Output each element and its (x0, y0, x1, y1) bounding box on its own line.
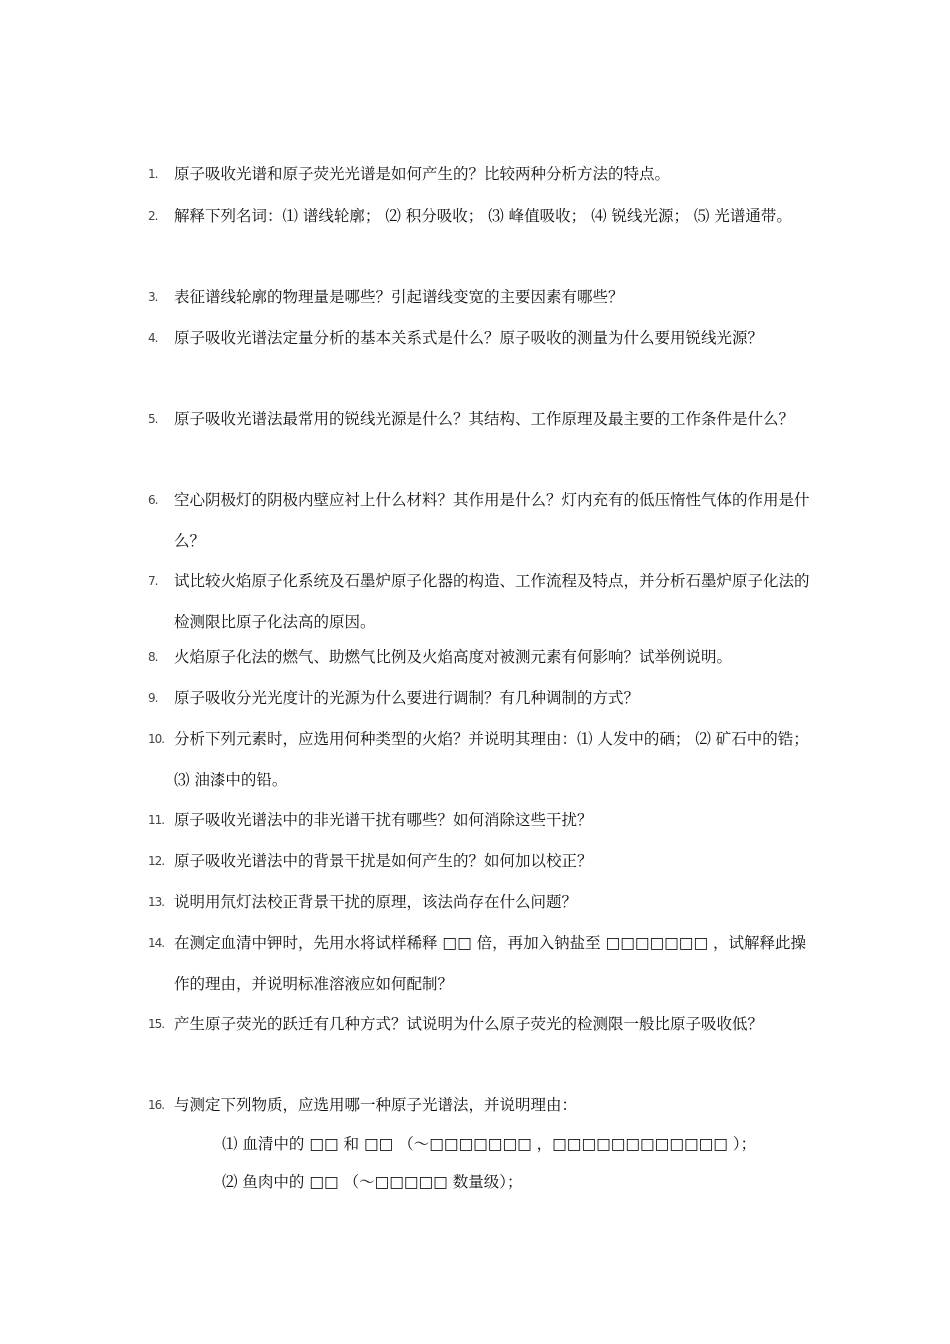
question-number: 5. (148, 412, 158, 426)
question-text: 原子吸收分光光度计的光源为什么要进行调制？有几种调制的方式？ (174, 689, 640, 707)
sub-item-2: ⑵ 鱼肉中的 □□ （～□□□□□ 数量级）； (222, 1173, 523, 1191)
question-number: 1. (148, 167, 158, 181)
question-text: 表征谱线轮廓的物理量是哪些？引起谱线变宽的主要因素有哪些？ (174, 288, 624, 306)
question-text: 试比较火焰原子化系统及石墨炉原子化器的构造、工作流程及特点，并分析石墨炉原子化法的检测限比原子化法高的原因。 (174, 572, 810, 631)
question-number: 11. (148, 813, 165, 827)
question-number: 3. (148, 290, 158, 304)
question-1 (148, 154, 818, 195)
question-4 (148, 318, 818, 359)
question-text: 原子吸收光谱法中的背景干扰是如何产生的？如何加以校正？ (174, 852, 593, 870)
question-2 (148, 196, 818, 237)
question-6 (148, 480, 818, 562)
question-number: 8. (148, 650, 158, 664)
question-text: 说明用氘灯法校正背景干扰的原理，该法尚存在什么问题？ (174, 893, 578, 911)
question-16 (148, 1085, 818, 1126)
question-13 (148, 882, 818, 923)
question-7 (148, 561, 818, 643)
question-12 (148, 841, 818, 882)
question-text: 空心阴极灯的阴极内壁应衬上什么材料？其作用是什么？灯内充有的低压惰性气体的作用是什么？ (174, 491, 810, 550)
question-text: 解释下列名词：⑴ 谱线轮廓； ⑵ 积分吸收； ⑶ 峰值吸收； ⑷ 锐线光源； ⑸ 光谱通带。 (174, 207, 792, 225)
question-number: 2. (148, 209, 158, 223)
question-number: 7. (148, 574, 158, 588)
question-number: 15. (148, 1017, 165, 1031)
question-9 (148, 678, 818, 719)
question-text: 分析下列元素时，应选用何种类型的火焰？并说明其理由：⑴ 人发中的硒； ⑵ 矿石中的锆； ⑶ 油漆中的铅。 (174, 730, 809, 789)
sub-item-1: ⑴ 血清中的 □□ 和 □□ （～□□□□□□□ ，□□□□□□□□□□□□ ）； (222, 1135, 757, 1153)
question-text: 与测定下列物质，应选用哪一种原子光谱法，并说明理由： (174, 1096, 578, 1114)
question-text: 原子吸收光谱和原子荧光光谱是如何产生的？比较两种分析方法的特点。 (174, 165, 671, 183)
question-text: 产生原子荧光的跃迁有几种方式？试说明为什么原子荧光的检测限一般比原子吸收低？ (174, 1015, 764, 1033)
question-number: 9. (148, 691, 158, 705)
question-5 (148, 399, 818, 440)
question-number: 10. (148, 732, 165, 746)
question-number: 6. (148, 493, 158, 507)
question-8 (148, 637, 818, 678)
question-text: 原子吸收光谱法中的非光谱干扰有哪些？如何消除这些干扰？ (174, 811, 593, 829)
question-number: 13. (148, 895, 165, 909)
question-number: 12. (148, 854, 165, 868)
question-15 (148, 1004, 818, 1045)
question-number: 16. (148, 1098, 165, 1112)
question-text: 在测定血清中钾时，先用水将试样稀释 □□ 倍，再加入钠盐至 □□□□□□□ ，试解释此操作的理由，并说明标准溶液应如何配制？ (174, 934, 807, 993)
question-10 (148, 719, 818, 801)
question-text: 火焰原子化法的燃气、助燃气比例及火焰高度对被测元素有何影响？试举例说明。 (174, 648, 733, 666)
question-3 (148, 277, 818, 318)
question-text: 原子吸收光谱法定量分析的基本关系式是什么？原子吸收的测量为什么要用锐线光源？ (174, 329, 764, 347)
question-number: 14. (148, 936, 165, 950)
question-11 (148, 800, 818, 841)
question-number: 4. (148, 331, 158, 345)
question-14 (148, 923, 818, 1005)
question-text: 原子吸收光谱法最常用的锐线光源是什么？其结构、工作原理及最主要的工作条件是什么？ (174, 410, 795, 428)
